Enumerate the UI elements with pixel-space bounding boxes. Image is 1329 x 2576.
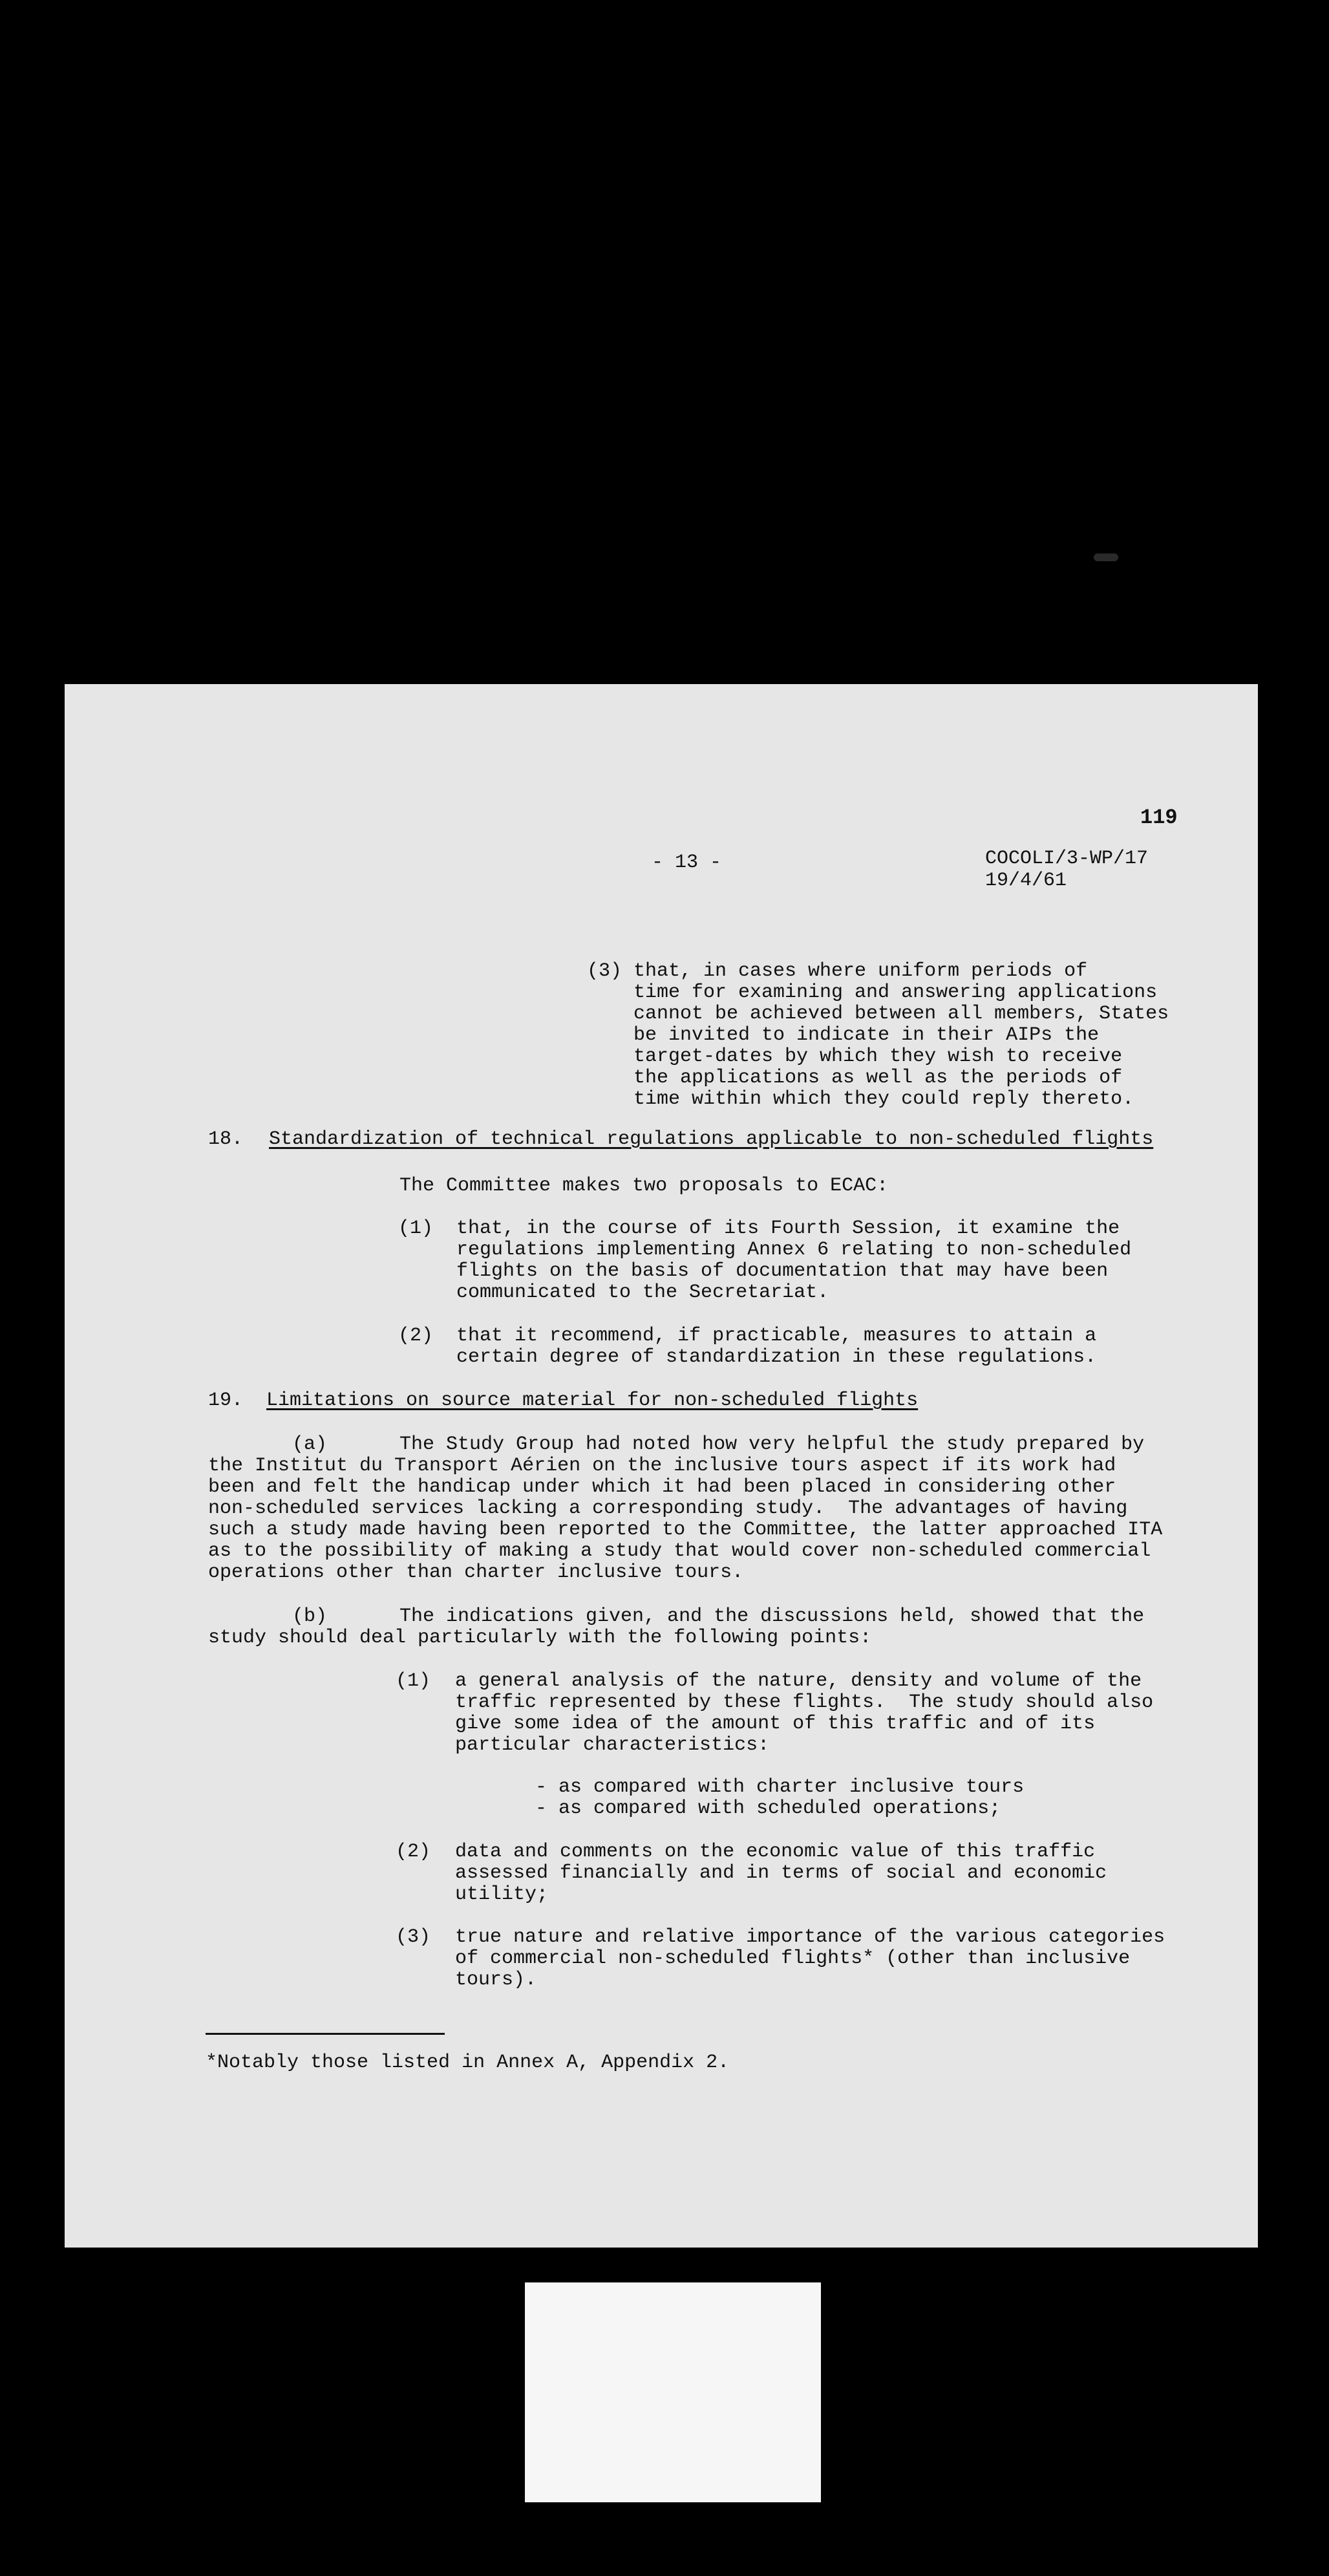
folio-number: 119 — [1140, 806, 1178, 830]
page-number: - 13 - — [652, 852, 722, 874]
proposal-1-line: that, in the course of its Fourth Session, it examine the — [456, 1218, 1120, 1240]
point-1-line: traffic represented by these flights. The study should also — [455, 1691, 1154, 1713]
footnote-rule — [206, 2033, 445, 2035]
para-b-label: (b) — [292, 1605, 328, 1627]
para-a-line: such a study made having been reported to the Committee, the latter approached ITA — [208, 1519, 1163, 1541]
proposal-2-line: certain degree of standardization in these regulations. — [456, 1346, 1097, 1368]
para-a-line: non-scheduled services lacking a corresponding study. The advantages of having — [208, 1497, 1128, 1519]
point-3-number: (3) — [396, 1926, 431, 1948]
section-18-heading: Standardization of technical regulations applicable to non-scheduled flights — [269, 1128, 1154, 1150]
document-date: 19/4/61 — [985, 870, 1067, 892]
item-3-line: be invited to indicate in their AIPs the — [633, 1024, 1100, 1046]
point-2-line: data and comments on the economic value of this traffic — [455, 1841, 1096, 1863]
item-3-line: time for examining and answering applications — [633, 982, 1158, 1004]
proposal-1-line: flights on the basis of documentation that may have been — [456, 1260, 1109, 1282]
proposal-2-number: (2) — [398, 1325, 434, 1347]
section-18-number: 18. — [208, 1128, 244, 1150]
point-1-line: particular characteristics: — [455, 1734, 770, 1756]
item-3-line: target-dates by which they wish to receive — [633, 1046, 1123, 1068]
para-a-label: (a) — [292, 1433, 328, 1455]
para-a-first-line: The Study Group had noted how very helpful the study prepared by — [399, 1433, 1145, 1455]
point-1-number: (1) — [396, 1670, 431, 1692]
para-a-line: operations other than charter inclusive tours. — [208, 1562, 744, 1583]
para-b-first-line: The indications given, and the discussions held, showed that the — [399, 1605, 1145, 1627]
film-speck — [1094, 553, 1118, 561]
item-3-line: that, in cases where uniform periods of — [633, 960, 1088, 982]
point-3-line: of commercial non-scheduled flights* (other than inclusive — [455, 1948, 1131, 1970]
footnote: *Notably those listed in Annex A, Appendix 2. — [206, 2052, 730, 2074]
para-a-line: the Institut du Transport Aérien on the inclusive tours aspect if its work had — [208, 1455, 1116, 1477]
point-3-line: true nature and relative importance of the various categories — [455, 1926, 1165, 1948]
blank-card — [525, 2282, 821, 2502]
point-1-line: a general analysis of the nature, density and volume of the — [455, 1670, 1142, 1692]
section-18-intro: The Committee makes two proposals to ECAC: — [399, 1175, 889, 1197]
proposal-1-number: (1) — [398, 1218, 434, 1240]
proposal-2-line: that it recommend, if practicable, measures to attain a — [456, 1325, 1097, 1347]
section-19-heading: Limitations on source material for non-scheduled flights — [266, 1390, 919, 1411]
item-3-number: (3) — [587, 960, 622, 982]
point-2-number: (2) — [396, 1841, 431, 1863]
document-reference: COCOLI/3-WP/17 — [985, 848, 1149, 870]
point-2-line: assessed financially and in terms of social and economic — [455, 1862, 1107, 1884]
item-3-line: the applications as well as the periods of — [633, 1067, 1123, 1089]
point-1-line: give some idea of the amount of this traffic and of its — [455, 1713, 1096, 1735]
comparison-item: - as compared with scheduled operations; — [535, 1798, 1001, 1819]
para-a-line: been and felt the handicap under which it had been placed in considering other — [208, 1476, 1116, 1498]
para-a-line: as to the possibility of making a study that would cover non-scheduled commercial — [208, 1540, 1151, 1562]
proposal-1-line: regulations implementing Annex 6 relating to non-scheduled — [456, 1239, 1132, 1261]
comparison-item: - as compared with charter inclusive tours — [535, 1776, 1025, 1798]
proposal-1-line: communicated to the Secretariat. — [456, 1282, 829, 1304]
item-3-line: time within which they could reply thereto. — [633, 1088, 1134, 1110]
point-3-line: tours). — [455, 1969, 537, 1991]
para-b-line: study should deal particularly with the following points: — [208, 1627, 872, 1649]
document-page — [65, 684, 1258, 2248]
section-19-number: 19. — [208, 1390, 244, 1411]
point-2-line: utility; — [455, 1884, 549, 1905]
item-3-line: cannot be achieved between all members, States — [633, 1003, 1169, 1025]
